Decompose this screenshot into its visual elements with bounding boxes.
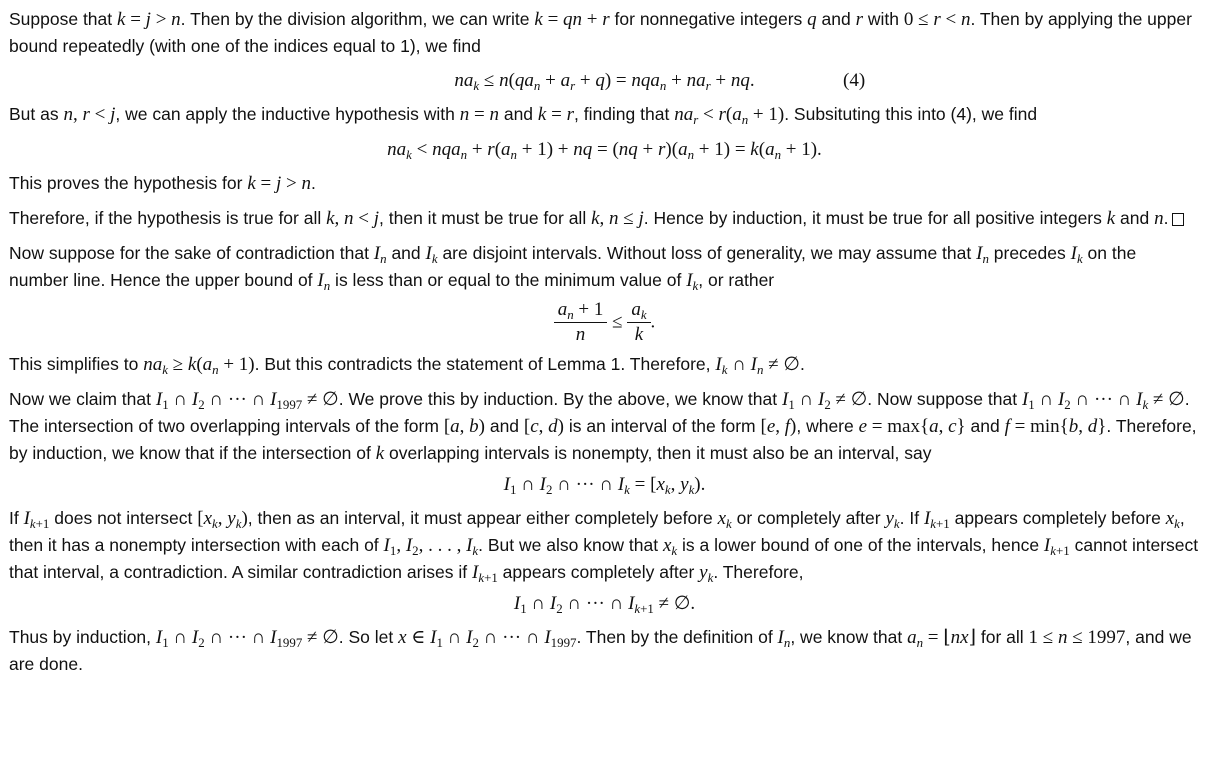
text: are disjoint intervals. Without loss of generality, we may assume that bbox=[437, 243, 977, 263]
text: does not intersect bbox=[49, 508, 198, 528]
text: , then it has a nonempty intersection with each of bbox=[9, 508, 1185, 555]
text: Now we claim that bbox=[9, 389, 156, 409]
math-inline: $x_k$ bbox=[717, 508, 732, 531]
math-inline: 0 ≤ r < n bbox=[903, 9, 971, 30]
math-inline: x ∈ $I_1$ ∩ $I_2$ ∩ ··· ∩ $I_{1997}$ bbox=[398, 627, 577, 650]
math-inline: f = min{b, d} bbox=[1004, 416, 1107, 437]
display-equation-interval: $I_1$ ∩ $I_2$ ∩ ··· ∩ $I_k = [x_k$, $y_k$). bbox=[503, 474, 706, 497]
math-inline: 1 ≤ n ≤ 1997 bbox=[1028, 627, 1126, 648]
text: appears completely after bbox=[497, 562, 700, 582]
math-inline: $I_k$ bbox=[1070, 243, 1083, 266]
text: . Hence by induction, it must be true for all positive integers bbox=[643, 208, 1107, 228]
math-inline: n, r < j bbox=[63, 104, 116, 125]
text: for nonnegative integers bbox=[609, 9, 808, 29]
equation-tag: (4) bbox=[843, 70, 866, 91]
math-inline: $I_n$ bbox=[317, 270, 331, 293]
period: . bbox=[650, 311, 656, 333]
display-equation-4 bbox=[9, 67, 1200, 95]
text: . If bbox=[899, 508, 924, 528]
math-inline: $I_{k+1}$ bbox=[923, 508, 950, 531]
math-inline: $y_k$ bbox=[699, 562, 714, 585]
math-inline: r bbox=[855, 9, 864, 30]
text: is a lower bound of one of the intervals, hence bbox=[677, 535, 1044, 555]
display-equation-5: $na_k < nqa_n + r(a_n + 1)$ + nq = $(nq + r)(a_n + 1) = k(a_n + 1)$. bbox=[387, 139, 822, 162]
text: and bbox=[498, 104, 538, 124]
math-inline: $I_n$ bbox=[777, 627, 791, 650]
math-inline: k, n ≤ j bbox=[591, 208, 644, 229]
fraction-right: $\frac{a_k}{k}$ bbox=[627, 298, 650, 347]
text: . But we also know that bbox=[478, 535, 663, 555]
paragraph-contradiction-setup bbox=[9, 240, 1200, 294]
math-inline: k, n < j bbox=[326, 208, 380, 229]
text: with bbox=[863, 9, 904, 29]
text: . Then by the definition of bbox=[576, 627, 778, 647]
math-inline: q bbox=[807, 9, 817, 30]
math-inline: k = j > n bbox=[117, 9, 181, 30]
text: . Then by the division algorithm, we can write bbox=[180, 9, 535, 29]
paragraph-final bbox=[9, 624, 1200, 677]
display-fraction-inequality bbox=[9, 298, 1200, 347]
text: . But this contradicts the statement of Lemma 1. Therefore, bbox=[254, 354, 716, 374]
text: . Then by applying the upper bound repeatedly (with one of the indices equal to 1), we find bbox=[9, 9, 1192, 56]
math-inline: k = qn + r bbox=[534, 9, 610, 30]
math-inline: $I_{k+1}$ bbox=[1043, 535, 1070, 558]
text: cannot intersect that interval, a contradiction. A similar contradiction arises if bbox=[9, 535, 1199, 582]
math-inline: [e, f) bbox=[760, 416, 797, 437]
text: Therefore, if the hypothesis is true for all bbox=[9, 208, 327, 228]
math-inline: $x_k$ bbox=[662, 535, 678, 558]
math-inline: e = max{a, c} bbox=[858, 416, 966, 437]
math-inline: $I_1$ ∩ $I_2$ ∩ ··· ∩ $I_{1997}$ ≠ ∅ bbox=[155, 627, 339, 650]
text: . So let bbox=[338, 627, 399, 647]
text: , and we are done. bbox=[9, 627, 1192, 674]
text: Thus by induction, bbox=[9, 627, 156, 647]
paragraph-proves bbox=[9, 170, 1200, 197]
math-inline: $I_k$ bbox=[425, 243, 438, 266]
math-inline: $y_k$ bbox=[885, 508, 900, 531]
text: is less than or equal to the minimum value of bbox=[330, 270, 687, 290]
text: , where bbox=[796, 416, 859, 436]
text: on the number line. Hence the upper bound of bbox=[9, 243, 1137, 290]
text: and bbox=[484, 416, 524, 436]
math-inline: $I_n$ bbox=[373, 243, 387, 266]
text: . The intersection of two overlapping intervals of the form bbox=[9, 389, 1190, 436]
text: , or rather bbox=[698, 270, 775, 290]
math-inline: $I_n$ bbox=[976, 243, 989, 266]
text: , we can apply the inductive hypothesis with bbox=[115, 104, 460, 124]
math-inline: k bbox=[375, 443, 385, 464]
text: , then as an interval, it must appear either completely before bbox=[247, 508, 718, 528]
text: is an interval of the form bbox=[564, 416, 761, 436]
text: overlapping intervals is nonempty, then it must also be an interval, say bbox=[384, 443, 932, 463]
math-inline: n = n bbox=[459, 104, 499, 125]
math-inline: $I_k$ ∩ $I_n$ ≠ ∅ bbox=[715, 354, 800, 377]
text: . bbox=[799, 354, 805, 374]
math-inline: $I_1$ ∩ $I_2$ ∩ ··· ∩ $I_{1997}$ ≠ ∅ bbox=[155, 389, 339, 412]
math-inline: [$x_k$, $y_k$) bbox=[197, 508, 248, 531]
relation: ≤ bbox=[612, 311, 623, 333]
text: . Therefore, by induction, we know that if the intersection of bbox=[9, 416, 1197, 463]
math-inline: [c, d) bbox=[523, 416, 564, 437]
text: . Subsituting this into (4), we find bbox=[784, 104, 1038, 124]
text: This proves the hypothesis for bbox=[9, 173, 248, 193]
text: and bbox=[386, 243, 426, 263]
text: Now suppose for the sake of contradiction that bbox=[9, 243, 374, 263]
math-inline: $I_1$, $I_2$, . . . , $I_k$ bbox=[383, 535, 479, 558]
equation: $na_k \le n(qa_n + a_r + q) = nqa_n + na_r$ + nq. bbox=[454, 70, 755, 93]
text: Suppose that bbox=[9, 9, 117, 29]
text: or completely after bbox=[731, 508, 886, 528]
paragraph-division-algorithm bbox=[9, 6, 1200, 59]
math-inline: $na_r < r(a_n + 1)$ bbox=[674, 104, 785, 127]
math-inline: k bbox=[1106, 208, 1116, 229]
math-inline: k = r bbox=[537, 104, 574, 125]
text: and bbox=[965, 416, 1005, 436]
paragraph-next-interval bbox=[9, 505, 1200, 586]
paragraph-inductive-hypothesis bbox=[9, 101, 1200, 128]
math-inline: $I_1$ ∩ $I_2$ ≠ ∅ bbox=[781, 389, 868, 412]
text: for all bbox=[976, 627, 1029, 647]
math-inline: $I_{k+1}$ bbox=[472, 562, 498, 585]
display-equation-k-plus-1: $I_1$ ∩ $I_2$ ∩ ··· ∩ $I_{k+1}$ ≠ ∅. bbox=[513, 593, 696, 616]
math-inline: [a, b) bbox=[443, 416, 485, 437]
math-inline: $I_k$ bbox=[686, 270, 699, 293]
paragraph-simplifies bbox=[9, 351, 1200, 378]
text: . bbox=[310, 173, 316, 193]
text: , finding that bbox=[573, 104, 675, 124]
math-inline: $x_k$ bbox=[1165, 508, 1180, 531]
text: and bbox=[816, 9, 856, 29]
text: . We prove this by induction. By the above, we know that bbox=[338, 389, 782, 409]
fraction-left: $\frac{a_n + 1}{n}$ bbox=[554, 298, 608, 347]
qed-square-icon bbox=[1172, 213, 1184, 226]
text: appears completely before bbox=[949, 508, 1166, 528]
paragraph-induction-conclusion bbox=[9, 205, 1200, 232]
text: This simplifies to bbox=[9, 354, 144, 374]
math-inline: $I_{k+1}$ bbox=[23, 508, 50, 531]
math-inline: $I_1$ ∩ $I_2$ ∩ ··· ∩ $I_k$ ≠ ∅ bbox=[1021, 389, 1185, 412]
text: . bbox=[1163, 208, 1169, 228]
math-inline: n bbox=[1154, 208, 1164, 229]
paragraph-claim bbox=[9, 386, 1200, 467]
text: If bbox=[9, 508, 24, 528]
math-inline: k = j > n bbox=[247, 173, 311, 194]
text: and bbox=[1115, 208, 1155, 228]
math-inline: $na_k \ge k(a_n + 1)$ bbox=[143, 354, 255, 377]
text: But as bbox=[9, 104, 64, 124]
text: . Therefore, bbox=[713, 562, 804, 582]
text: precedes bbox=[988, 243, 1071, 263]
text: . Now suppose that bbox=[867, 389, 1022, 409]
text: , we know that bbox=[790, 627, 908, 647]
text: , then it must be true for all bbox=[379, 208, 592, 228]
math-inline: $a_n$ = ⌊nx⌋ bbox=[907, 627, 977, 650]
